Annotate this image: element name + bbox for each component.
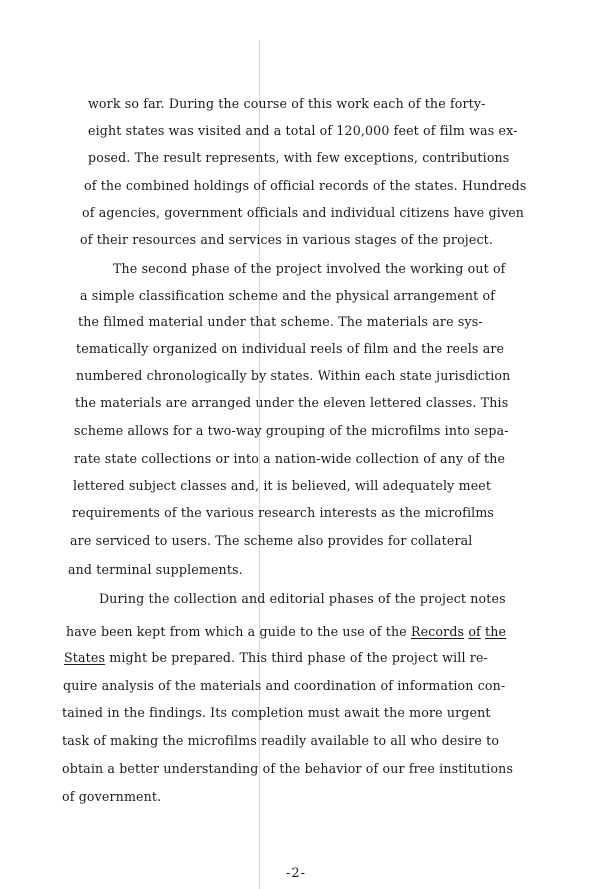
paragraph-1-line-3: posed. The result represents, with few exceptions, contributions xyxy=(88,150,510,165)
title-records: Records xyxy=(410,624,465,639)
paragraph-3-line-5: tained in the findings. Its completion must await the more urgent xyxy=(62,705,491,720)
paragraph-2-line-1: The second phase of the project involved the working out of xyxy=(113,261,506,276)
paragraph-1-line-1: work so far. During the course of this work each of the forty- xyxy=(88,96,486,111)
paragraph-2-line-2: a simple classification scheme and the physical arrangement of xyxy=(80,288,496,303)
paragraph-2-line-11: are serviced to users. The scheme also provides for collateral xyxy=(70,533,473,548)
line-2-text: have been kept from which a guide to the use of the xyxy=(66,624,411,639)
paragraph-1-line-6: of their resources and services in various stages of the project. xyxy=(80,232,494,247)
paragraph-3-line-1: During the collection and editorial phases of the project notes xyxy=(99,591,506,606)
paragraph-3-line-6: task of making the microfilms readily available to all who desire to xyxy=(62,733,500,748)
paragraph-3-line-7: obtain a better understanding of the behavior of our free institutions xyxy=(62,761,514,776)
paragraph-2-line-7: scheme allows for a two-way grouping of the microfilms into sepa- xyxy=(74,423,509,438)
paragraph-1-line-2: eight states was visited and a total of 120,000 feet of film was ex- xyxy=(88,123,518,138)
paragraph-1-line-5: of agencies, government officials and individual citizens have given xyxy=(82,205,525,220)
paragraph-2-line-3: the filmed material under that scheme. The materials are sys- xyxy=(78,314,483,329)
paragraph-3-line-2 xyxy=(66,624,506,640)
page-number: -2- xyxy=(286,866,307,881)
paragraph-2-line-10: requirements of the various research interests as the microfilms xyxy=(72,505,495,520)
title-the: the xyxy=(485,624,507,639)
paragraph-3-line-8: of government. xyxy=(62,789,162,804)
paragraph-2-line-6: the materials are arranged under the eleven lettered classes. This xyxy=(75,395,509,410)
paragraph-1-line-4: of the combined holdings of official records of the states. Hundreds xyxy=(84,178,527,193)
paragraph-2-line-9: lettered subject classes and, it is believed, will adequately meet xyxy=(73,478,492,493)
paragraph-2-line-12: and terminal supplements. xyxy=(68,562,243,577)
paragraph-2-line-8: rate state collections or into a nation-wide collection of any of the xyxy=(74,451,506,466)
title-states: States xyxy=(64,650,106,665)
line-3-text: might be prepared. This third phase of the project will re- xyxy=(105,650,488,665)
paragraph-2-line-4: tematically organized on individual reels of film and the reels are xyxy=(76,341,505,356)
paragraph-2-line-5: numbered chronologically by states. Within each state jurisdiction xyxy=(76,368,511,383)
title-of: of xyxy=(468,624,481,639)
paragraph-3-line-3 xyxy=(64,650,488,666)
paragraph-3-line-4: quire analysis of the materials and coordination of information con- xyxy=(63,678,506,693)
